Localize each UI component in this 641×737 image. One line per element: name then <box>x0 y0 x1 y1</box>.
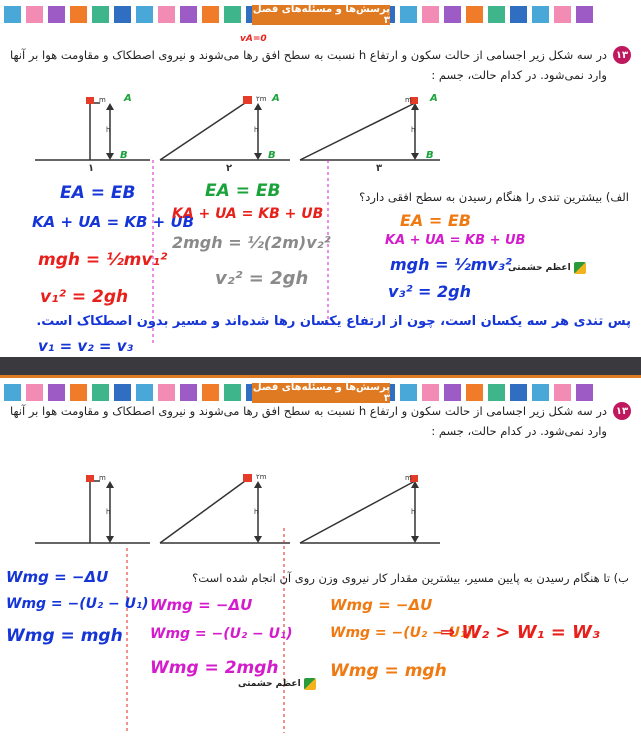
hw-b-c2-l3: Wmg = 2mgh <box>150 658 279 678</box>
sub-question-a: الف) بیشترین تندی را هنگام رسیدن به سطح افقی دارد؟ <box>359 190 629 204</box>
label-h-2: h <box>254 126 259 134</box>
label-b-2: B <box>268 150 276 161</box>
chapter-banner: پرسش‌ها و مسئله‌های فصل ۳ <box>252 4 390 26</box>
hw-b-compare: ⇒ W₂ > W₁ = W₃ <box>440 622 600 643</box>
hw-c2-l1: EA = EB <box>205 181 281 201</box>
label-m-3: m <box>405 96 412 104</box>
figure-number-1: ۱ <box>88 163 95 174</box>
annotation-va-zero: vA=0 <box>240 34 267 44</box>
label-h-3: h <box>411 126 416 134</box>
hw-c1-l4: v₁² = 2gh <box>40 287 129 307</box>
hw-b-c1-l2: Wmg = −(U₂ − U₁) <box>6 596 149 612</box>
sub-question-b: ب) تا هنگام رسیدن به پایین مسیر، بیشترین مقدار کار نیروی وزن روی آن انجام شده است؟ <box>192 571 629 585</box>
label-m-3: m <box>405 474 412 482</box>
hw-c3-l2: KA + UA = KB + UB <box>385 233 526 248</box>
question-line-1: در سه شکل زیر اجسامی از حالت سکون و ارتفاع h نسبت به سطح افق رها می‌شوند و نیروی اصطکاک و مقاومت هوا بر آنها <box>9 404 607 418</box>
hw-c1-l3: mgh = ½mv₁² <box>38 250 168 270</box>
author-logo: اعظم حشمتی <box>508 262 586 274</box>
hw-b-c2-l1: Wmg = −ΔU <box>150 596 253 614</box>
chapter-banner: پرسش‌ها و مسئله‌های فصل ۳ <box>252 382 390 404</box>
logo-icon <box>304 678 316 690</box>
question-number-badge: ۱۳ <box>613 402 631 420</box>
bottom-panel <box>0 378 641 737</box>
label-b-1: B <box>120 150 128 161</box>
block-m-1 <box>86 97 94 104</box>
label-a-1: A <box>124 93 132 104</box>
label-m-1: m <box>99 96 106 104</box>
top-panel <box>0 0 641 357</box>
label-m-1: m <box>99 474 106 482</box>
hw-c1-l2: KA + UA = KB + UB <box>32 213 195 231</box>
label-2m: ۲m <box>256 95 267 103</box>
hw-c3-l3: mgh = ½mv₃² <box>390 255 512 274</box>
label-h-1: h <box>106 508 111 516</box>
hw-b-c1-l1: Wmg = −ΔU <box>6 568 109 586</box>
hw-b-c3-l2: Wmg = −(U₂ − U₁) <box>330 625 473 641</box>
page-divider <box>0 357 641 378</box>
question-number-badge: ۱۳ <box>613 46 631 64</box>
label-h-2: h <box>254 508 259 516</box>
author-logo: اعظم حشمتی <box>238 678 316 690</box>
label-h-1: h <box>106 126 111 134</box>
hw-b-c1-l3: Wmg = mgh <box>6 626 123 646</box>
hw-c3-l4: v₃² = 2gh <box>388 282 471 301</box>
logo-icon <box>574 262 586 274</box>
block-2m <box>243 96 252 104</box>
label-a-3: A <box>430 93 438 104</box>
question-line-2: وارد نمی‌شود. در کدام حالت، جسم : <box>431 424 607 438</box>
figure-number-2: ۲ <box>226 163 233 174</box>
figure-number-3: ۳ <box>376 163 383 174</box>
label-2m: ۲m <box>256 473 267 481</box>
hw-c2-l2: KA + UA = KB + UB <box>172 206 324 222</box>
hw-b-c2-l2: Wmg = −(U₂ − U₁) <box>150 626 293 642</box>
hw-c2-l4: v₂² = 2gh <box>215 268 309 289</box>
label-a-2: A <box>272 93 280 104</box>
hw-b-c3-l1: Wmg = −ΔU <box>330 596 433 614</box>
label-h-3: h <box>411 508 416 516</box>
label-b-3: B <box>426 150 434 161</box>
question-line-1: در سه شکل زیر اجسامی از حالت سکون و ارتفاع h نسبت به سطح افق رها می‌شوند و نیروی اصطکاک و مقاومت هوا بر آنها <box>9 48 607 62</box>
hw-conclusion: پس تندی هر سه یکسان است، چون از ارتفاع یکسان رها شده‌اند و مسیر بدون اصطکاک است. <box>36 314 631 329</box>
hw-c1-l1: EA = EB <box>60 183 136 203</box>
question-line-2: وارد نمی‌شود. در کدام حالت، جسم : <box>431 68 607 82</box>
hw-b-c3-l3: Wmg = mgh <box>330 661 447 681</box>
three-paths-figure <box>0 378 641 737</box>
hw-final-equal-speeds: v₁ = v₂ = v₃ <box>38 337 134 355</box>
hw-c2-l3: 2mgh = ½(2m)v₂² <box>172 233 331 252</box>
hw-c3-l1: EA = EB <box>400 211 471 230</box>
